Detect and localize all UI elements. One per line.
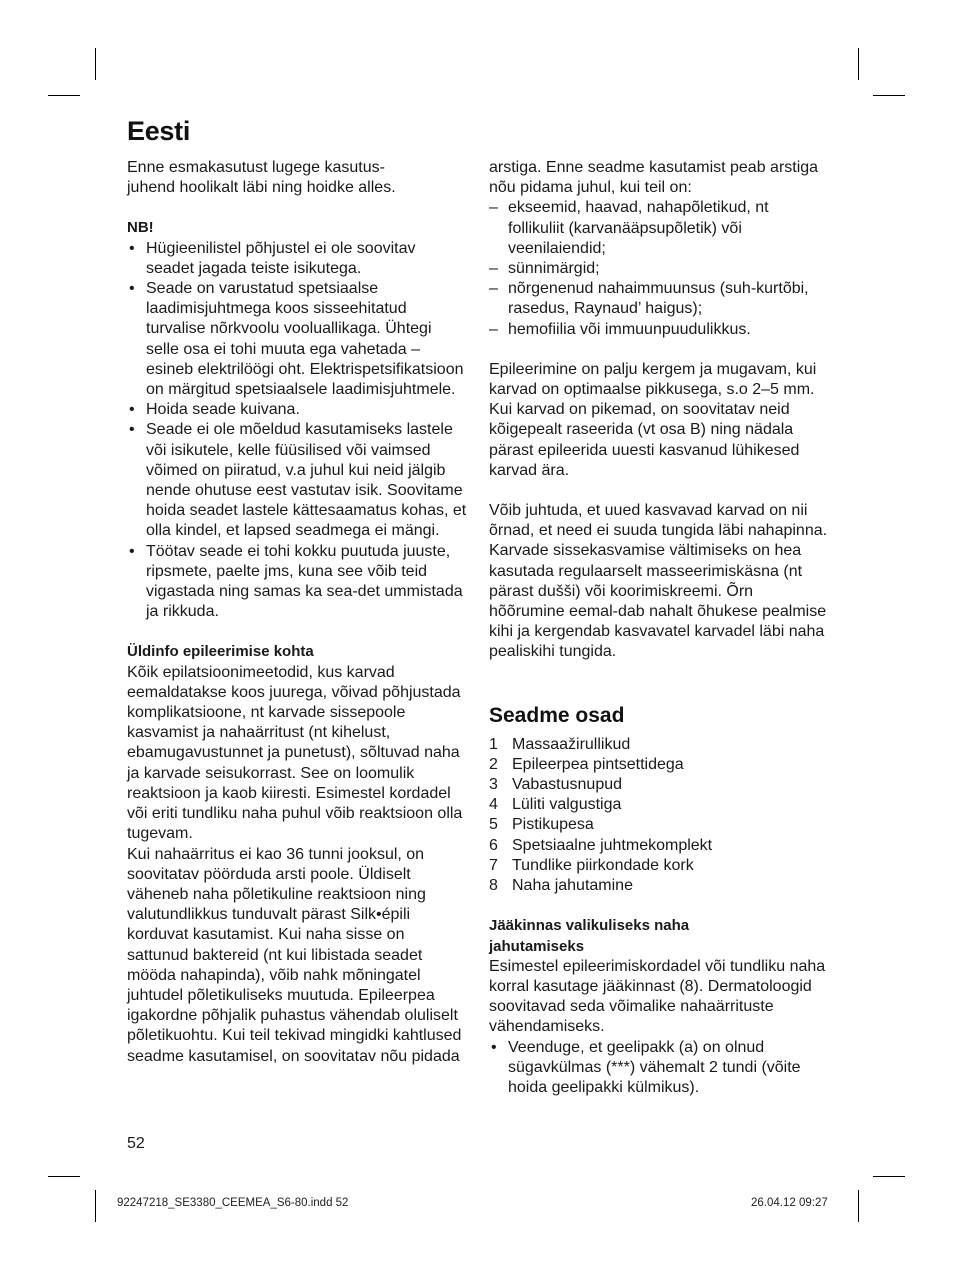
nb-list (127, 239, 467, 623)
parts-item (489, 755, 829, 775)
list-item: • Hügieenilistel põhjustel ei ole soovitav seadet jagada teiste isikutega. (127, 239, 467, 279)
list-item: • Töötav seade ei tohi kokku puutuda juuste, ripsmete, paelte jms, kuna see võib teid vigastada ning samas ka sea-det ummistada ja rikkuda. (127, 542, 467, 623)
part-number: 8 (489, 877, 498, 895)
parts-item (489, 836, 829, 856)
glove-heading: Jääkinnas valikuliseks naha jahutamiseks (489, 917, 690, 955)
part-number: 6 (489, 836, 498, 854)
parts-item (489, 795, 829, 815)
part-number: 5 (489, 816, 498, 834)
nb-label: NB! (127, 219, 154, 237)
hair-length-text: Epileerimine on palju kergem ja mugavam, kui karvad on optimaalse pikkusega, s.o 2–5 mm. Kui karvad on pikemad, on soovitatav neid kõigepealt raseerida (vt osa B) ning nädala pärast epileerida uuesti kasvanud lühikesed karvad ära. (489, 360, 817, 479)
glove-list (489, 1038, 829, 1099)
part-label: Spetsiaalne juhtmekomplekt (512, 836, 713, 854)
part-label: Lüliti valgustiga (512, 796, 622, 814)
part-label: Epileerpea pintsettidega (512, 755, 684, 773)
part-label: Tundlike piirkondade kork (512, 856, 694, 874)
intro-text: Enne esmakasutust lugege kasutus- juhend hoolikalt läbi ning hoidke alles. (127, 159, 396, 197)
part-number: 2 (489, 755, 498, 773)
continued-text: arstiga. Enne seadme kasutamist peab arstiga nõu pidama juhul, kui teil on: (489, 159, 819, 197)
list-item: • Seade ei ole mõeldud kasutamiseks lastele või isikutele, kelle füüsilised või vaimsed võimed on piiratud, v.a juhul kui neid jälgib nende ohutuse eest vastutav isik. Soovitame hoida seadet lastele kättesaamatus kohas, et olla kindel, et lapsed seadmega ei mängi. (127, 420, 467, 541)
part-label: Vabastusnupud (512, 776, 623, 794)
part-label: Pistikupesa (512, 816, 594, 834)
crop-mark (873, 1176, 905, 1177)
parts-item (489, 775, 829, 795)
page-number: 52 (127, 1135, 145, 1152)
crop-mark (858, 1190, 859, 1222)
ingrown-hair-text: Võib juhtuda, et uued kasvavad karvad on nii õrnad, et need ei suuda tungida läbi nahapinna. Karvade sissekasvamise vältimiseks on hea kasutada regulaarselt masseerimiskäsna (nt pärast dušši) või koorimiskreemi. Õrn hõõrumine eemal-dab nahalt õhukese pealmise kihi ja kergendab kasvavatel karvadel läbi naha pealiskihi tungida. (489, 502, 828, 661)
crop-mark (48, 95, 80, 96)
crop-mark (858, 48, 859, 80)
list-item: • Veenduge, et geelipakk (a) on olnud sügavkülmas (***) vähemalt 2 tundi (võite hoida geelipakki külmikus). (489, 1038, 829, 1099)
list-item: – hemofiilia või immuunpuudulikkus. (489, 320, 829, 340)
list-item: – sünnimärgid; (489, 259, 829, 279)
info-text: Kõik epilatsioonimeetodid, kus karvad eemaldatakse koos juurega, võivad põhjustada komplikatsioone, nt karvade sissepoole kasvamist ja nahaärritust (nt kihelust, ebamugavustunnet ja punetust), sõltuvad naha ja karvade seisukorrast. See on loomulik reaktsioon ja kaob kiiresti. Esimestel kordadel või eriti tundliku naha puhul võib reaktsioon olla tugevam. Kui nahaärritus ei kao 36 tunni jooksul, on soovitatav pöörduda arsti poole. Üldiselt väheneb naha põletikuline reaktsioon ning valutundlikkus tunduvalt pärast Silk•épili korduvat kasutamist. Kui naha sisse on sattunud baktereid (nt kui libistada seadet mööda nahapinda), võib nahk mõningatel juhtudel põletikuliseks muutuda. Epileerpea igakordne põhjalik puhastus vähendab oluliselt põletikuohtu. Kui teil tekivad mingidki kahtlused seadme kasutamisel, on soovitatav nõu pidada (127, 663, 463, 1065)
left-column (127, 158, 467, 1067)
crop-mark (95, 48, 96, 80)
part-label: Naha jahutamine (512, 877, 633, 895)
list-item: • Hoida seade kuivana. (127, 400, 467, 420)
conditions-list (489, 198, 829, 339)
right-column (489, 158, 829, 1098)
parts-heading: Seadme osad (489, 703, 625, 727)
part-label: Massaažirullikud (512, 735, 631, 753)
parts-item (489, 735, 829, 755)
crop-mark (48, 1176, 80, 1177)
glove-text: Esimestel epileerimiskordadel või tundliku naha korral kasutage jääkinnast (8). Dermatoloogid soovitavad seda võimalike nahaärrituste vähendamiseks. (489, 957, 826, 1036)
parts-item (489, 856, 829, 876)
part-number: 3 (489, 776, 498, 794)
crop-mark (873, 95, 905, 96)
part-number: 1 (489, 735, 498, 753)
parts-list (489, 735, 829, 897)
part-number: 7 (489, 856, 498, 874)
part-number: 4 (489, 796, 498, 814)
info-heading: Üldinfo epileerimise kohta (127, 643, 314, 661)
crop-mark (95, 1190, 96, 1222)
list-item: • Seade on varustatud spetsiaalse laadimisjuhtmega koos sisseehitatud turvalise nõrkvoolu vooluallikaga. Ühtegi selle osa ei tohi muuta ega vahetada – esineb elektrilöögi oht. Elektrispetsifikatsioon on märgitud spetsiaalsele laadimisjuhtmele. (127, 279, 467, 400)
footer-timestamp: 26.04.12 09:27 (751, 1197, 828, 1209)
parts-item (489, 876, 829, 896)
list-item: – nõrgenenud nahaimmuunsus (suh-kurtõbi, rasedus, Raynaud’ haigus); (489, 279, 829, 319)
page-title: Eesti (127, 116, 191, 146)
parts-item (489, 815, 829, 835)
list-item: – ekseemid, haavad, nahapõletikud, nt follikuliit (karvanääpsupõletik) või veenilaiendid; (489, 198, 829, 259)
footer-file-info: 92247218_SE3380_CEEMEA_S6-80.indd 52 (117, 1197, 349, 1209)
